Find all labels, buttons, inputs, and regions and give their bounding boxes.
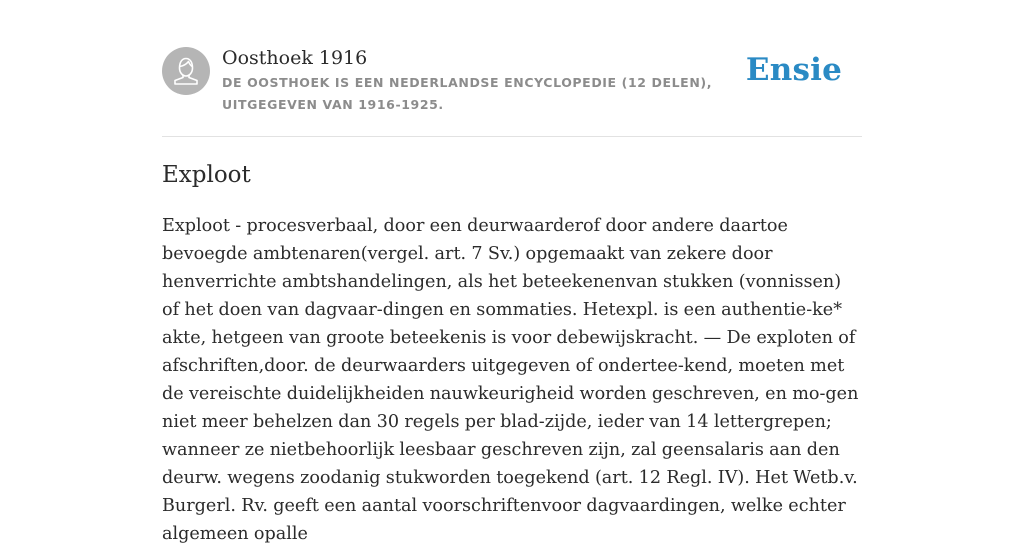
- source-name-link[interactable]: Oosthoek 1916: [222, 47, 368, 69]
- source-description: DE OOSTHOEK IS EEN NEDERLANDSE ENCYCLOPEDIE (12 DELEN), UITGEGEVEN VAN 1916-1925.: [222, 75, 713, 112]
- ensie-logo[interactable]: Ensie: [745, 52, 842, 88]
- user-silhouette-icon: [162, 47, 210, 95]
- source-avatar[interactable]: [162, 47, 210, 95]
- article-body: Exploot - procesverbaal, door een deurwaarderof door andere daartoe bevoegde ambtenaren(vergel. art. 7 Sv.) opgemaakt van zekere door henverrichte ambtshandelingen, als het beteekenenvan stukken (vonnissen) of het doen van dagvaar-dingen en sommaties. Hetexpl. is een authentie-ke* akte, hetgeen van groote beteekenis is voor debewijskracht. — De exploten of afschriften,door. de deurwaarders uitgegeven of ondertee-kend, moeten met de vereischte duidelijkheiden nauwkeurigheid worden geschreven, en mo-gen niet meer behelzen dan 30 regels per blad-zijde, ieder van 14 lettergrepen; wanneer ze nietbehoorlijk leesbaar geschreven zijn, zal geensalaris aan den deurw. wegens zoodanig stukworden toegekend (art. 12 Regl. IV). Het Wetb.v. Burgerl. Rv. geeft een aantal voorschriftenvoor dagvaardingen, welke echter algemeen opalle: [162, 216, 859, 544]
- source-header: [162, 44, 862, 137]
- article-title: Exploot: [162, 162, 251, 188]
